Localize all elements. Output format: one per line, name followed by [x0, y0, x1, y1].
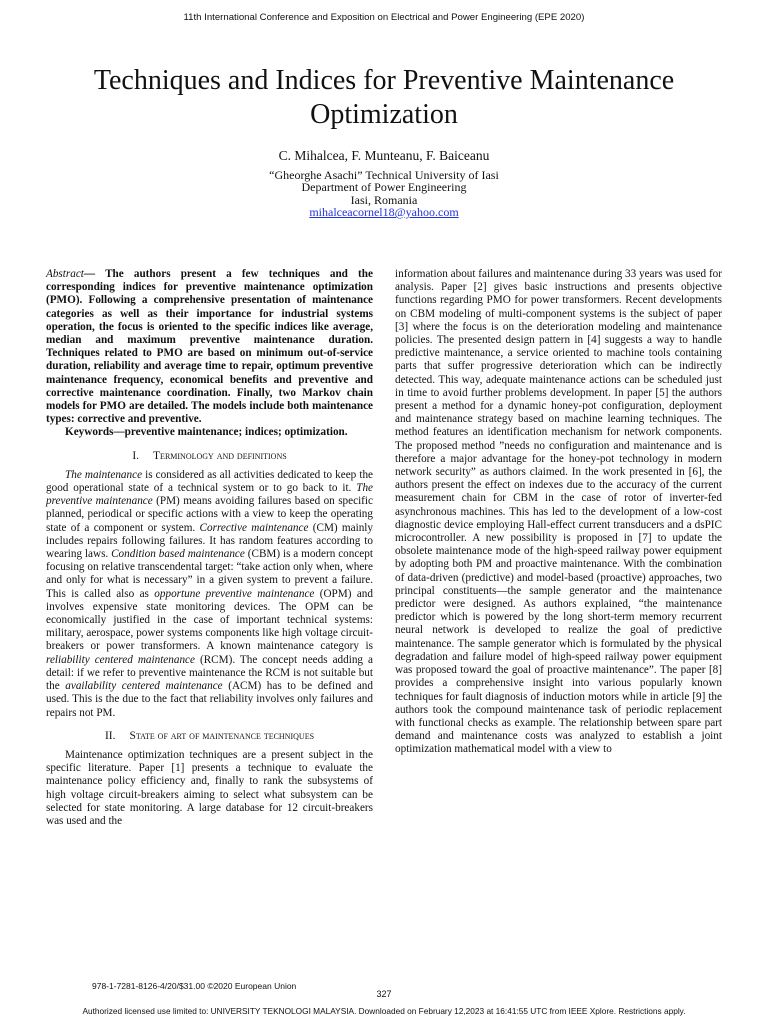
license-notice: Authorized licensed use limited to: UNIVERSITY TEKNOLOGI MALAYSIA. Downloaded on February 12,2023 at 16:41:55 UTC from IEEE Xplore. Restrictions apply.	[82, 1006, 686, 1016]
section-2-body: Maintenance optimization techniques are a present subject in the specific literature. Paper [1] presents a technique to evaluate the maintenance policy efficiency and, finally to rank the subsystems of high voltage circuit-breakers aiming to select what subsystem can be selected for state monitoring. A large database for 12 circuit-breakers was used and the	[46, 748, 373, 827]
section-2-number: II.	[104, 729, 116, 742]
body-text: (ACM) has to be defined and used. This is the due to the fact that reliability involves only failures and repairs not PM.	[46, 680, 373, 719]
body-text: (CM) mainly includes repairs following failures. It has random features according to wearing laws.	[46, 521, 373, 561]
author-department: Department of Power Engineering	[301, 180, 467, 194]
section-1-body	[46, 469, 373, 720]
isbn-footer: 978-1-7281-8126-4/20/$31.00 ©2020 European Union	[92, 981, 297, 991]
defined-term: The preventive maintenance	[46, 482, 373, 508]
defined-term: Corrective maintenance	[199, 521, 309, 534]
author-university: “Gheorghe Asachi” Technical University of Iasi	[269, 167, 499, 182]
defined-term: reliability centered maintenance	[46, 653, 195, 666]
author-block	[184, 150, 584, 219]
page-number: 327	[376, 989, 392, 999]
abstract-dash: —	[83, 268, 106, 280]
body-text: (CBM) is a modern concept focusing on relative transcendental target: “take action only when, where and only for what is necessary” in a given system to prevent a failure. This is called also as	[46, 548, 373, 600]
defined-term: Condition based maintenance	[111, 548, 245, 561]
right-column	[395, 268, 722, 757]
body-text: (PM) means avoiding failures based on specific planned, periodical or specific actions with a view to keep the operating state of a component or system.	[46, 495, 373, 534]
body-text: (RCM). The concept needs adding a detail: if we refer to preventive maintenance the RCM is not suitable but the	[46, 653, 374, 693]
keywords: Keywords—preventive maintenance; indices; optimization.	[65, 426, 348, 439]
defined-term: opportune preventive maintenance	[154, 587, 315, 600]
body-text: (OPM) and involves expensive state monitoring devices. The OPM can be economically justified in the case of important technical systems: military, aerospace, power systems components like high voltage circuit-breakers or power transformers. A known maintenance category is	[46, 587, 373, 653]
conference-header: 11th International Conference and Exposition on Electrical and Power Engineering (EPE 2020)	[183, 12, 585, 23]
section-2-heading	[46, 730, 373, 743]
defined-term: availability centered maintenance	[65, 680, 223, 693]
abstract-text: The authors present a few techniques and the corresponding indices for preventive maintenance optimization (PMO). Following a comprehensive presentation of maintenance categories as well as their importance for industrial systems operation, the focus is oriented to the specific indices like average, median and maximum preventive maintenance duration. Techniques related to PMO are based on minimum out-of-service duration, reliability and average time to repair, optimum preventive maintenance frequency, economical benefits and preventive and corrective maintenance coordination. Finally, two Markov chain models for PMO are detailed. The models include both maintenance types: corrective and preventive.	[46, 268, 373, 426]
right-column-body: information about failures and maintenance during 33 years was used for analysis. Paper [2] gives basic instructions and presents objective functions regarding PMO for power transformers. Recent developments on CBM modeling of multi-component systems is the subject of paper [3] where the focus is on the deterioration modeling and maintenance policies. The presented design pattern in [4] suggests a way to handle predictive maintenance, a service oriented to machine tools containing parts that suffer progressive deterioration which can be indirectly detected. This way, adequate maintenance actions can be scheduled just in time to avoid further problems development. In paper [5] the authors present a method for a dynamic honey-pot configuration, deployment and maintenance strategy based on machine learning techniques. The method features an identification mechanism for network components. The proposed method ”needs no configuration and maintenance and is therefore a major advantage for the honey-pot technology in modern network security” as authors claimed. In the work presented in [6], the authors present the effect on indexes due to the accuracy of the current measurement chain for CBM in the case of rotor of inverter-fed asynchronous machines. This has led to the development of a low-cost diagnostic device employing Hall-effect current transducers and a dsPIC microcontroller. A new possibility is proposed in [7] to update the obsolete maintenance mode of the high-speed railway power equipment by adopting both PM and proactive maintenance. With the combination of data-driven (predictive) and model-based (proactive) approaches, two principal constituents—the sample generator and the maintenance predictor were designed. As authors explained, “the maintenance predictor which is powered by the long short-term memory recurrent neural network is developed to realize the goal of predictive maintenance. The sample generator which is formulated by the physical degradation and failure model of high-speed railway power equipment was proposed toward the goal of proactive maintenance”. The paper [8] provides a comprehensive insight into various popularly known techniques for fault diagnosis of induction motors while in article [9] the authors took the compound maintenance task of periodic replacement with functional checks as example. The relationship between spare part demand and maintenance costs was analyzed to establish a joint optimization mathematical model with a view to	[395, 268, 722, 756]
body-text: is considered as all activities dedicated to keep the good operational state of a technical system or to go back to it.	[46, 468, 374, 495]
section-2-title: State of art of maintenance techniques	[129, 729, 315, 742]
paper-title: Techniques and Indices for Preventive Maintenance Optimization	[93, 65, 675, 130]
section-1-heading	[46, 450, 373, 463]
abstract-label: Abstract	[46, 268, 84, 280]
section-1-title: Terminology and definitions	[153, 449, 287, 462]
section-1-number: I.	[132, 449, 140, 462]
defined-term: The maintenance	[65, 468, 143, 481]
left-column	[46, 268, 373, 828]
author-email-link[interactable]: mihalceacornel18@yahoo.com	[309, 205, 459, 219]
abstract	[46, 268, 373, 426]
author-names: C. Mihalcea, F. Munteanu, F. Baiceanu	[278, 148, 490, 163]
author-city: Iasi, Romania	[350, 192, 418, 207]
